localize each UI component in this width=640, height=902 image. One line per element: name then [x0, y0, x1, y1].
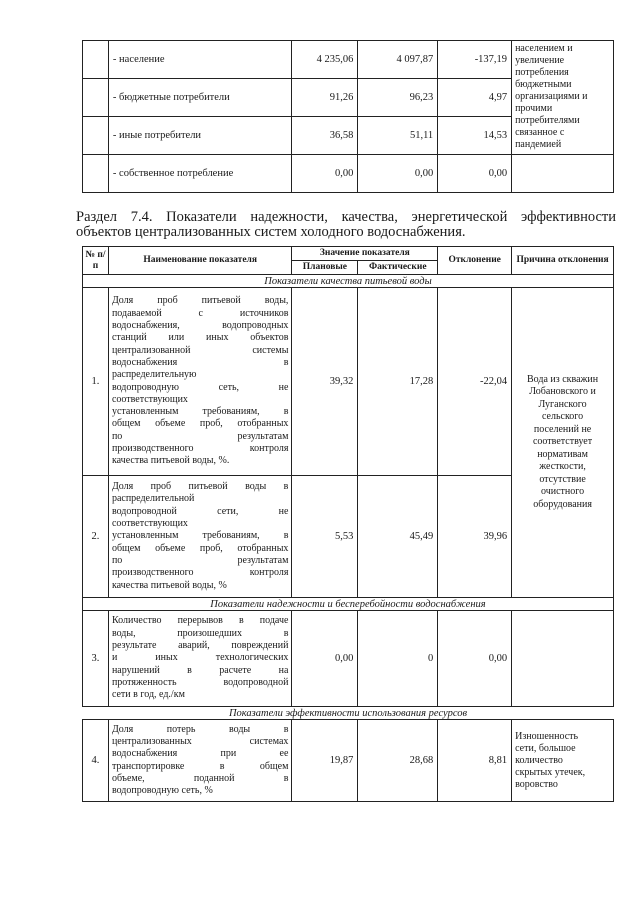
deviation-value: 39,96	[438, 476, 512, 598]
reason-line: Луганского	[538, 398, 587, 410]
name-line: Доля потерь воды в	[111, 723, 289, 735]
reason-line: связанное с	[515, 127, 565, 138]
reason-cell	[512, 155, 614, 193]
header-fact: Фактические	[358, 261, 438, 275]
group-title: Показатели эффективности использования ресурсов	[83, 707, 614, 720]
name-line: производственного контроля	[111, 567, 289, 579]
row-num-cell	[83, 155, 109, 193]
name-line: и иных технологических	[111, 652, 289, 664]
reason-line: сельского	[541, 411, 584, 423]
fact-value: 17,28	[358, 288, 438, 476]
name-line: централизованной системы	[111, 344, 289, 356]
indicator-name	[108, 611, 291, 707]
name-line: производственного контроля	[111, 442, 289, 454]
reason-line: Лобановского и	[529, 386, 596, 398]
fact-value: 0	[358, 611, 438, 707]
header-deviation: Отклонение	[438, 247, 512, 275]
fact-value: 51,11	[358, 117, 438, 155]
reason-cell	[512, 41, 614, 155]
plan-value: 0,00	[292, 611, 358, 707]
reason-line: воровство	[515, 778, 558, 790]
reason-line: сети, большое	[515, 742, 576, 754]
indicators-table	[82, 246, 614, 802]
name-line: Доля проб питьевой воды в	[111, 481, 289, 493]
reason-line: прочими	[515, 103, 553, 114]
indicator-name	[108, 476, 291, 598]
section-heading-line1: Раздел 7.4. Показатели надежности, качества, энергетической эффективности	[76, 209, 616, 225]
deviation-value: 4,97	[438, 79, 512, 117]
name-line: станций или иных объектов	[111, 332, 289, 344]
table-row	[83, 288, 614, 476]
name-line: общем объеме проб, отобранных	[111, 418, 289, 430]
section-heading	[76, 210, 616, 240]
reason-line: организациями и	[515, 91, 588, 102]
reason-cell	[512, 611, 614, 707]
deviation-value: -22,04	[438, 288, 512, 476]
plan-value: 36,58	[292, 117, 358, 155]
name-line: распределительной	[111, 493, 195, 505]
plan-value: 5,53	[292, 476, 358, 598]
indicator-name: - собственное потребление	[108, 155, 292, 193]
reason-line: скрытых утечек,	[515, 766, 586, 778]
reason-line: Вода из скважин	[526, 373, 599, 385]
reason-line: соответствует	[532, 436, 593, 448]
name-line: распределительную	[111, 369, 197, 381]
group-row	[83, 707, 614, 720]
name-line: транспортировке в общем	[111, 760, 289, 772]
reason-line: оборудования	[533, 498, 592, 510]
reason-line: бюджетными	[515, 79, 572, 90]
name-line: соответствующих	[111, 393, 188, 405]
indicator-name	[108, 288, 291, 476]
indicator-name	[108, 720, 291, 802]
deviation-value: 0,00	[438, 155, 512, 193]
name-line: нарушений в расчете на	[111, 664, 289, 676]
top-table	[82, 40, 614, 193]
group-title: Показатели надежности и бесперебойности водоснабжения	[83, 598, 614, 611]
reason-line: количество	[515, 754, 563, 766]
header-reason: Причина отклонения	[512, 247, 614, 275]
table-row	[83, 41, 614, 79]
row-num: 2.	[83, 476, 109, 598]
group-row	[83, 598, 614, 611]
name-line: водопроводную сеть, не	[111, 381, 289, 393]
plan-value: 91,26	[292, 79, 358, 117]
row-num: 1.	[83, 288, 109, 476]
table-row	[83, 720, 614, 802]
group-title: Показатели качества питьевой воды	[83, 275, 614, 288]
name-line: подаваемой с источников	[111, 307, 289, 319]
reason-line: пандемией	[515, 139, 562, 150]
deviation-value: 0,00	[438, 611, 512, 707]
fact-value: 4 097,87	[358, 41, 438, 79]
reason-line: очистного	[540, 486, 585, 498]
name-line: водоснабжения в	[111, 356, 289, 368]
header-row	[83, 247, 614, 261]
indicator-name: - бюджетные потребители	[108, 79, 292, 117]
header-value: Значение показателя	[292, 247, 438, 261]
name-line: протяженность водопроводной	[111, 676, 289, 688]
reason-line: потребителями	[515, 115, 580, 126]
fact-value: 96,23	[358, 79, 438, 117]
reason-line: жесткости,	[539, 461, 586, 473]
name-line: по результатам	[111, 554, 289, 566]
deviation-value: 8,81	[438, 720, 512, 802]
header-plan: Плановые	[292, 261, 358, 275]
row-num: 3.	[83, 611, 109, 707]
reason-line: нормативам	[537, 448, 588, 460]
name-line: Доля проб питьевой воды,	[111, 295, 289, 307]
indicator-name: - население	[108, 41, 292, 79]
indicator-name: - иные потребители	[108, 117, 292, 155]
reason-line: Изношенность	[515, 730, 579, 742]
header-num: № п/п	[83, 247, 109, 275]
deviation-value: 14,53	[438, 117, 512, 155]
section-heading-line2: объектов централизованных систем холодного водоснабжения.	[76, 224, 466, 240]
reason-line: поселений не	[533, 423, 592, 435]
name-line: водопроводную сеть, %	[111, 785, 213, 797]
name-line: водоснабжения, водопроводных	[111, 320, 289, 332]
plan-value: 39,32	[292, 288, 358, 476]
plan-value: 19,87	[292, 720, 358, 802]
name-line: общем объеме проб, отобранных	[111, 542, 289, 554]
reason-line: отсутствие	[539, 473, 586, 485]
name-line: по результатам	[111, 430, 289, 442]
header-name: Наименование показателя	[108, 247, 291, 275]
row-num-cell	[83, 41, 109, 79]
name-line: соответствующих	[111, 518, 188, 530]
name-line: сети в год, ед./км	[111, 689, 185, 701]
name-line: результате аварий, повреждений	[111, 640, 289, 652]
reason-line: населением и	[515, 43, 573, 54]
reason-cell	[512, 288, 614, 598]
name-line: водопроводной сети, не	[111, 505, 289, 517]
fact-value: 28,68	[358, 720, 438, 802]
plan-value: 4 235,06	[292, 41, 358, 79]
reason-cell	[512, 720, 614, 802]
name-line: установленным требованиям, в	[111, 530, 289, 542]
name-line: качества питьевой воды, %	[111, 579, 227, 591]
name-line: качества питьевой воды, %.	[111, 455, 230, 467]
name-line: Количество перерывов в подаче	[111, 615, 289, 627]
name-line: объеме, поданной в	[111, 772, 289, 784]
row-num-cell	[83, 117, 109, 155]
name-line: установленным требованиям, в	[111, 406, 289, 418]
name-line: воды, произошедших в	[111, 627, 289, 639]
row-num: 4.	[83, 720, 109, 802]
fact-value: 45,49	[358, 476, 438, 598]
plan-value: 0,00	[292, 155, 358, 193]
table-row	[83, 155, 614, 193]
table-row	[83, 611, 614, 707]
group-row	[83, 275, 614, 288]
name-line: водоснабжения при ее	[111, 748, 289, 760]
reason-line: потребления	[515, 67, 569, 78]
row-num-cell	[83, 79, 109, 117]
deviation-value: -137,19	[438, 41, 512, 79]
reason-line: увеличение	[515, 55, 565, 66]
fact-value: 0,00	[358, 155, 438, 193]
name-line: централизованных системах	[111, 735, 289, 747]
